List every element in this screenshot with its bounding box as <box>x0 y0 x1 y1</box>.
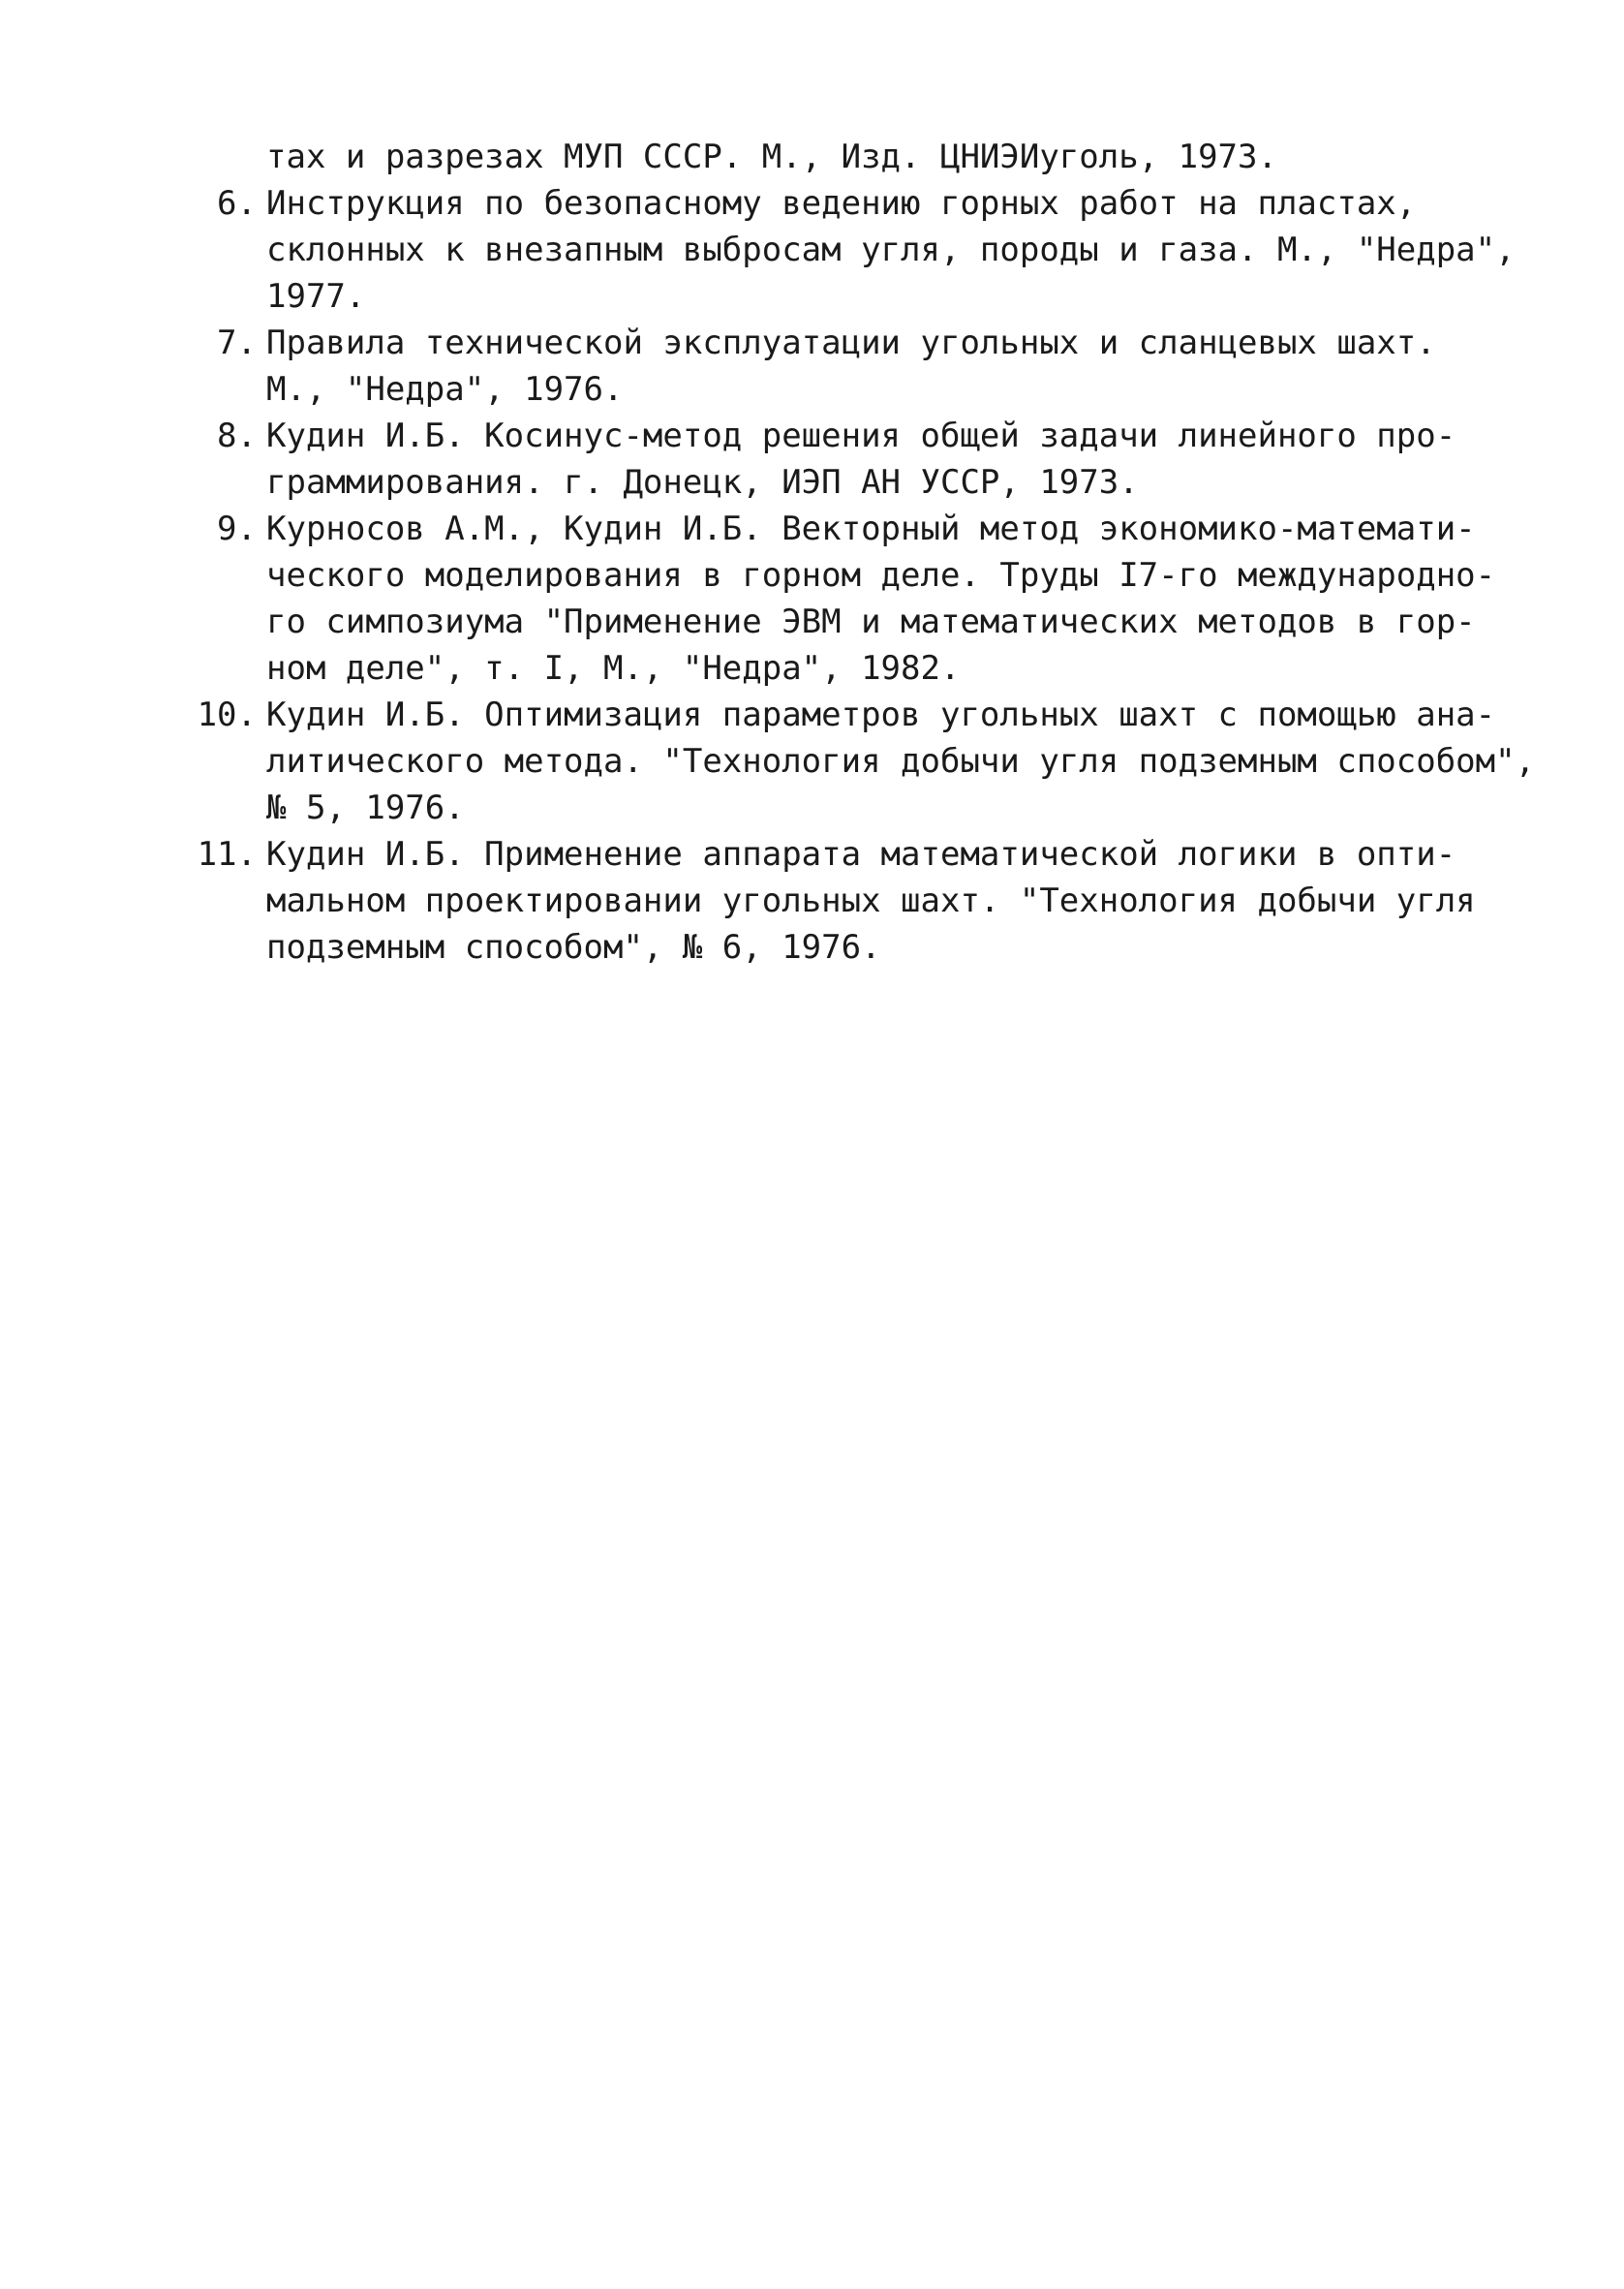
reference-number: 7. <box>217 324 257 362</box>
reference-line: ческого моделирования в горном деле. Труды I7-го международно- <box>266 556 1496 595</box>
reference-line: подземным способом", № 6, 1976. <box>266 928 881 967</box>
reference-line: граммирования. г. Донецк, ИЭП АН УССР, 1973. <box>266 463 1139 502</box>
reference-number: 8. <box>217 417 257 455</box>
reference-line: склонных к внезапным выбросам угля, породы и газа. М., "Недра", <box>266 231 1516 269</box>
reference-line: М., "Недра", 1976. <box>266 370 624 409</box>
reference-line: мальном проектировании угольных шахт. "Технология добычи угля <box>266 882 1476 920</box>
reference-line: Кудин И.Б. Оптимизация параметров угольных шахт с помощью ана- <box>266 696 1496 734</box>
reference-list <box>179 134 1536 971</box>
continuation-line: тах и разрезах МУП СССР. М., Изд. ЦНИЭИуголь, 1973. <box>266 138 1277 176</box>
reference-item-11 <box>179 831 1477 971</box>
reference-line: литического метода. "Технология добычи угля подземным способом", <box>266 742 1536 781</box>
reference-number: 9. <box>217 510 257 548</box>
reference-line: го симпозиума "Применение ЭВМ и математических методов в гор- <box>266 603 1476 641</box>
reference-item-10 <box>179 692 1536 831</box>
reference-number: 10. <box>197 696 257 734</box>
reference-item-7 <box>179 320 1477 413</box>
reference-line: № 5, 1976. <box>266 789 465 827</box>
reference-line: 1977. <box>266 277 366 316</box>
reference-item-8 <box>179 413 1477 506</box>
reference-number: 6. <box>217 184 257 223</box>
reference-line: Инструкция по безопасному ведению горных работ на пластах, <box>266 184 1417 223</box>
reference-line: Кудин И.Б. Применение аппарата математической логики в опти- <box>266 835 1456 874</box>
reference-item-9 <box>179 506 1496 692</box>
reference-item-6 <box>179 180 1516 320</box>
reference-number: 11. <box>197 835 257 874</box>
reference-line: Кудин И.Б. Косинус-метод решения общей задачи линейного про- <box>266 417 1456 455</box>
reference-line: Правила технической эксплуатации угольных и сланцевых шахт. <box>266 324 1436 362</box>
reference-line: Курносов А.М., Кудин И.Б. Векторный метод экономико-математи- <box>266 510 1476 548</box>
reference-continuation <box>179 134 1477 180</box>
reference-line: ном деле", т. I, М., "Недра", 1982. <box>266 649 961 688</box>
